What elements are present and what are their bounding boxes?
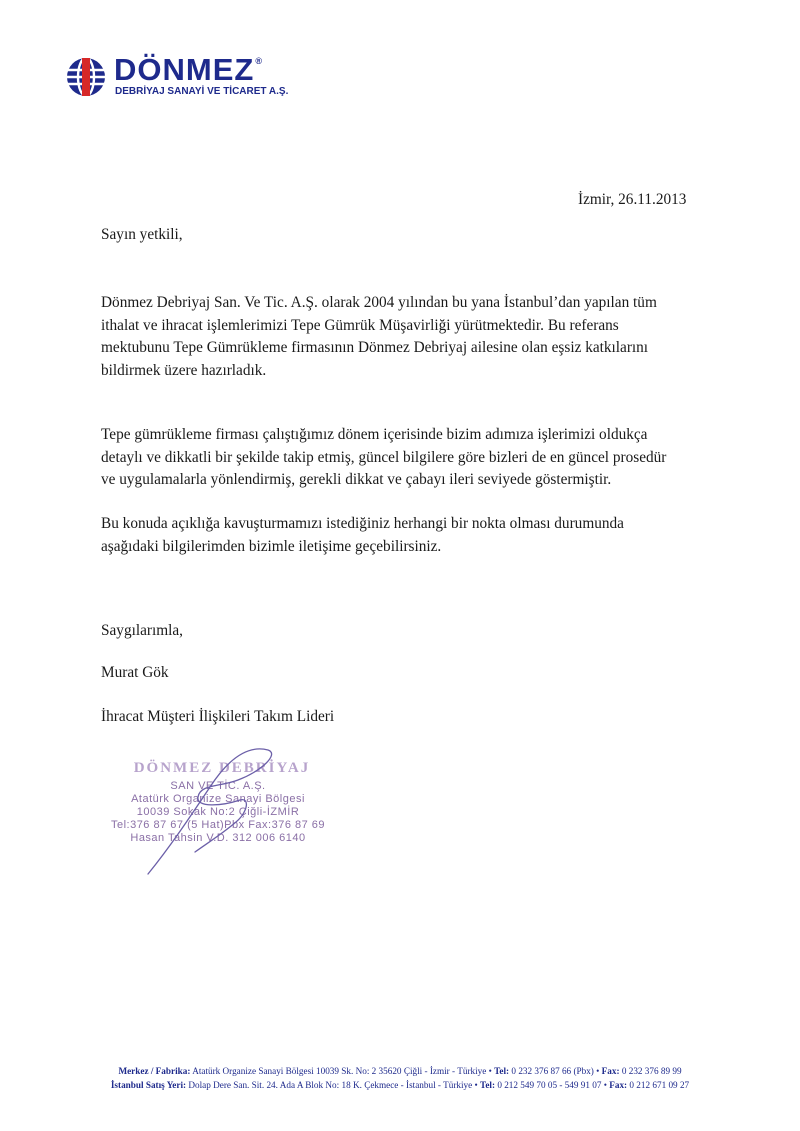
paragraph-line: ve uygulamalarla yönlendirmiş, gerekli dikkat ve çabayı ileri seviyede göstermiştir.	[101, 471, 612, 488]
footer-fax-label: Fax:	[609, 1080, 628, 1090]
paragraph-line: detaylı ve dikkatli bir şekilde takip etmiş, güncel bilgilere göre bizleri de en güncel prosedür	[101, 448, 667, 466]
paragraph-line: ithalat ve ihracat işlemlerimizi Tepe Gümrük Müşavirliği yürütmektedir. Bu referans	[101, 316, 619, 334]
footer-tel: 0 232 376 87 66 (Pbx) •	[511, 1066, 600, 1076]
footer-tel-label: Tel:	[480, 1080, 496, 1090]
letter-date: İzmir, 26.11.2013	[578, 191, 687, 208]
paragraph-1	[101, 292, 657, 382]
globe-d-logo-icon	[62, 56, 110, 98]
footer-tel-label: Tel:	[494, 1066, 510, 1076]
signer-title: İhracat Müşteri İlişkileri Takım Lideri	[101, 708, 335, 725]
footer-fax-label: Fax:	[601, 1066, 620, 1076]
footer-headquarters	[0, 1066, 800, 1076]
paragraph-2	[101, 424, 666, 492]
paragraph-line: aşağıdaki bilgilerimden bizimle iletişime geçebilirsiniz.	[101, 537, 442, 555]
company-name: DÖNMEZ®	[114, 52, 263, 87]
paragraph-line: mektubunu Tepe Gümrükleme firmasının Dönmez Debriyaj ailesine olan eşsiz katkılarını	[101, 339, 649, 356]
paragraph-3	[101, 513, 624, 558]
paragraph-line: bildirmek üzere hazırladık.	[101, 361, 267, 379]
footer-address: Atatürk Organize Sanayi Bölgesi 10039 Sk. No: 2 35620 Çiğli - İzmir - Türkiye •	[192, 1066, 492, 1076]
greeting: Sayın yetkili,	[101, 226, 183, 243]
paragraph-line: Dönmez Debriyaj San. Ve Tic. A.Ş. olarak 2004 yılından bu yana İstanbul’dan yapılan tüm	[101, 294, 657, 311]
footer-fax: 0 232 376 89 99	[621, 1066, 682, 1076]
footer-address: Dolap Dere San. Sit. 24. Ada A Blok No: 18 K. Çekmece - İstanbul - Türkiye •	[188, 1080, 478, 1090]
handwritten-signature	[140, 742, 280, 882]
paragraph-line: Bu konuda açıklığa kavuşturmamızı istediğiniz herhangi bir nokta olması durumunda	[101, 515, 624, 532]
registered-mark: ®	[255, 56, 263, 66]
stamp-line: SAN VE TİC. A.Ş.	[170, 780, 266, 792]
footer-label: İstanbul Satış Yeri:	[110, 1080, 187, 1090]
company-subtitle: DEBRİYAJ SANAYİ VE TİCARET A.Ş.	[115, 86, 289, 97]
stamp-title: DÖNMEZ DEBRİYAJ	[133, 760, 311, 776]
stamp-line: Tel:376 87 67 (5 Hat)Pbx Fax:376 87 69	[110, 819, 326, 831]
footer-istanbul	[0, 1080, 800, 1090]
footer-label: Merkez / Fabrika:	[118, 1066, 191, 1076]
signer-name: Murat Gök	[101, 664, 169, 681]
stamp-line: Atatürk Organize Sanayi Bölgesi	[131, 793, 305, 805]
stamp-line: 10039 Sokak No:2 Çiğli-İZMİR	[136, 806, 300, 818]
footer-fax: 0 212 671 09 27	[629, 1080, 690, 1090]
paragraph-line: Tepe gümrükleme firması çalıştığımız dönem içerisinde bizim adımıza işlerimizi oldukça	[101, 426, 648, 443]
closing: Saygılarımla,	[101, 622, 183, 639]
stamp-line: Hasan Tahsin V.D. 312 006 6140	[130, 832, 306, 844]
footer-tel: 0 212 549 70 05 - 549 91 07 •	[497, 1080, 607, 1090]
company-logo	[62, 52, 289, 102]
